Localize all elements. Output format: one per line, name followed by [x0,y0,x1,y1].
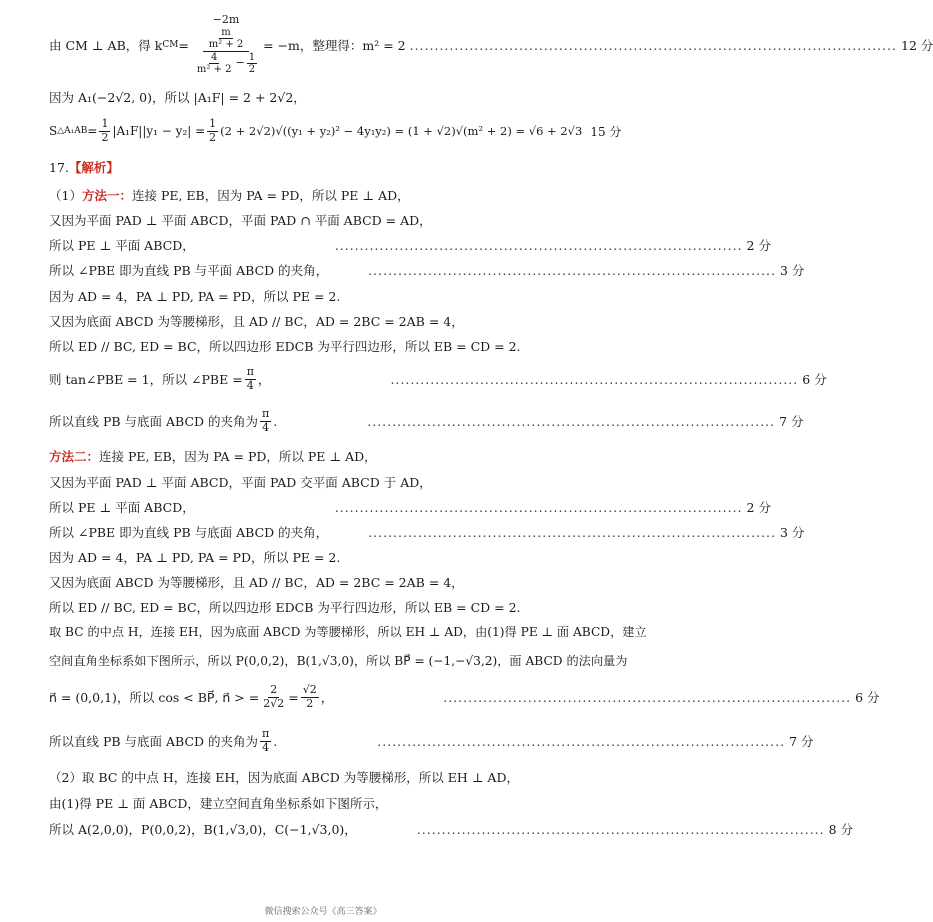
text: 所以 ∠PBE 即为直线 PB 与底面 ABCD 的夹角， [49,525,329,540]
text-line: 又因为平面 PAD ⊥ 平面 ABCD，平面 PAD ∩ 平面 ABCD = AD， [49,213,432,228]
subscript: CM [162,40,179,50]
fraction: $\frac{4}{\text{m² + 2}}$ [196,51,232,76]
score: 6 分 [802,372,827,387]
section-heading-17 [49,158,606,176]
text: |A₁F||y₁ − y₂| = [112,124,206,138]
text: 连接 PE, EB，因为 PA = PD，所以 PE ⊥ AD， [99,449,377,464]
fraction: $\frac{1}{2}$ [101,116,109,144]
text: n⃗ = (0,0,1)，所以 cos < BP⃗, n⃗ > = [49,690,260,705]
score: 6 分 [855,690,880,705]
text-line: 空间直角坐标系如下图所示，所以 P(0,0,2)，B(1,√3,0)，所以 BP⃗ = (−1,−√3,2)，面 ABCD 的法向量为 [49,654,628,668]
fraction: $\frac{1}{2}$ [209,116,217,144]
text-line-scored [49,724,814,758]
text-line: 由(1)得 PE ⊥ 面 ABCD，建立空间直角坐标系如下图所示， [49,796,388,811]
text-line-scored [49,523,805,541]
leader-dots: .................................................................................. [334,237,743,253]
text-line-scored [49,362,827,396]
text-line-scored [49,261,805,279]
leader-dots: .................................................................................. [377,733,786,749]
text-line: 所以 ED // BC, ED = BC，所以四边形 EDCB 为平行四边形，所以 EB = CD = 2. [49,339,521,354]
text-line: 因为 AD = 4，PA ⊥ PD, PA = PD，所以 PE = 2. [49,550,341,565]
text: 所以直线 PB 与底面 ABCD 的夹角为 [49,414,259,429]
text-line: 取 BC 的中点 H，连接 EH，因为底面 ABCD 为等腰梯形，所以 EH ⊥ AD，由(1)得 PE ⊥ 面 ABCD，建立 [49,625,647,639]
text-line-scored [49,680,880,714]
text: 则 tan∠PBE = 1，所以 ∠PBE = [49,372,243,387]
text-line [49,447,606,465]
text: − [235,56,245,70]
text: ， [320,690,334,705]
score: 3 分 [780,525,805,540]
text: 所以 PE ⊥ 平面 ABCD， [49,238,195,253]
numerator: −2m [212,13,240,27]
text-line: 所以 ED // BC, ED = BC，所以四边形 EDCB 为平行四边形，所以 EB = CD = 2. [49,600,521,615]
leader-dots: .................................................................................. [367,413,776,429]
fraction: $\frac{\pi}{4}$ [262,406,270,434]
score: 3 分 [780,263,805,278]
text: 所以直线 PB 与底面 ABCD 的夹角为 [49,734,259,749]
text-line [49,186,606,204]
inner-fraction [207,27,246,51]
leader-dots: .................................................................................. [443,689,852,705]
text: 所以 PE ⊥ 平面 ABCD， [49,500,195,515]
subscript: △A₁AB [57,126,88,136]
fraction: $\frac{1}{2}$ [248,51,256,76]
score: 15 分 [590,124,622,139]
footer-watermark: 微信搜索公众号《高三答案》 [264,907,382,917]
text: = −m，整理得：m² = 2 [263,38,406,53]
text-line: （2）取 BC 的中点 H，连接 EH，因为底面 ABCD 为等腰梯形，所以 EH ⊥ AD， [49,770,519,785]
leader-dots: .................................................................................. [368,524,776,540]
text-line-scored [49,820,854,838]
question-number: 17. [49,160,69,175]
analysis-tag: 【解析】 [68,160,119,175]
text: . [273,733,278,749]
text: (2 + 2√2)√((y₁ + y₂)² − 4y₁y₂) = (1 + √2)√(m² + 2) = √6 + 2√3 [220,124,583,138]
score: 2 分 [746,238,771,253]
leader-dots: .................................................................................. [416,821,825,837]
fraction: $\frac{2}{2√2}$ [263,682,285,710]
text-line: 又因为平面 PAD ⊥ 平面 ABCD，平面 PAD 交平面 ABCD 于 AD， [49,475,432,490]
text: . [273,413,278,429]
text: 所以 ∠PBE 即为直线 PB 与平面 ABCD 的夹角， [49,263,329,278]
method-label: 方法二： [49,449,100,464]
fraction: $\frac{√2}{2}$ [302,682,317,710]
score: 12 分 [901,38,933,53]
leader-dots: .................................................................................. [368,262,776,278]
text-line-scored [49,498,771,516]
text: = [87,124,98,138]
text-line: 因为 AD = 4，PA ⊥ PD, PA = PD，所以 PE = 2. [49,289,341,304]
method-label: 方法一： [81,188,132,203]
text: ， [257,372,271,387]
text-line: 又因为底面 ABCD 为等腰梯形，且 AD // BC，AD = 2BC = 2AB = 4， [49,575,464,590]
equation-line-area [49,116,622,146]
score: 2 分 [746,500,771,515]
text-line: 又因为底面 ABCD 为等腰梯形，且 AD // BC，AD = 2BC = 2AB = 4， [49,314,464,329]
equation-line-slope [49,13,933,76]
fraction: $\frac{\pi}{4}$ [262,726,270,754]
text: = [288,689,299,705]
text: = [178,37,189,53]
inner-numerator: m [221,26,231,38]
score: 7 分 [779,414,804,429]
text-line-scored [49,404,804,438]
score: 8 分 [828,822,854,837]
leader-dots: .................................................................................. [334,499,743,515]
leader-dots: .................................................................................. [390,371,799,387]
text-line-scored [49,236,771,254]
inner-denominator: m² + 2 [208,39,244,51]
compound-fraction [191,14,261,76]
text-line: 因为 A₁(−2√2, 0)，所以 |A₁F| = 2 + 2√2， [49,90,306,105]
text: （1） [49,188,82,203]
score: 7 分 [789,734,814,749]
text: 所以 A(2,0,0)，P(0,0,2)，B(1,√3,0)，C(−1,√3,0)， [49,822,357,837]
leader-dots: .................................................................................................. [409,37,898,53]
text: 连接 PE, EB，因为 PA = PD，所以 PE ⊥ AD， [131,188,410,203]
text: 由 CM ⊥ AB，得 k [49,38,163,53]
text: S [49,124,58,138]
fraction: $\frac{\pi}{4}$ [246,364,254,392]
